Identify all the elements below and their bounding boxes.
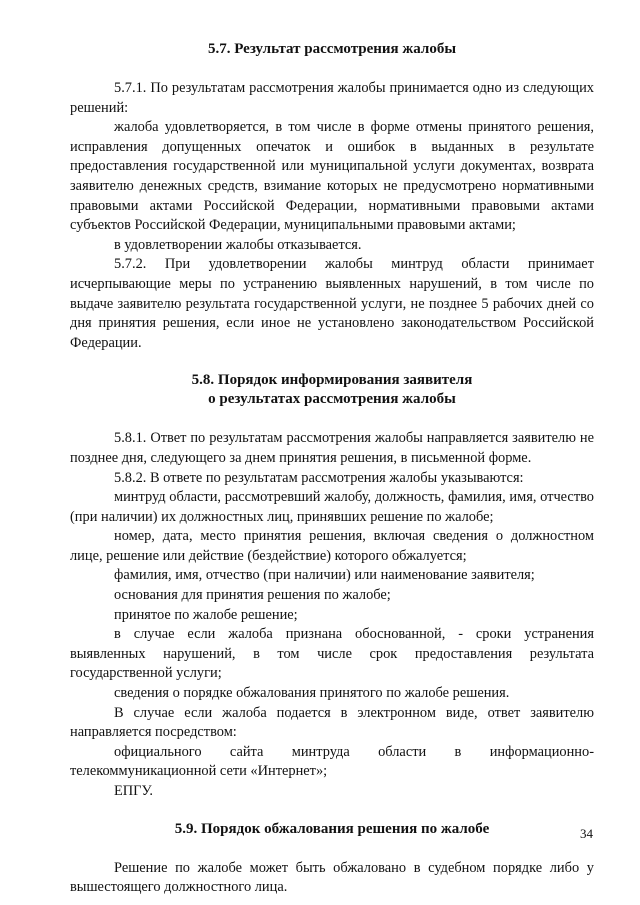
paragraph-complaint-satisfied: жалоба удовлетворяется, в том числе в форме отмены принятого решения, исправления допущенных опечаток и ошибок в выданных в результате предоставления государственной или муниципальной услуги документах, возврата заявителю денежных средств, взимание которых не предусмотрено нормативными правовыми актами Российской Федерации, нормативными правовыми актами субъектов Российской Федерации, муниципальными правовыми актами; (70, 119, 594, 234)
paragraph-5-7-1: 5.7.1. По результатам рассмотрения жалобы принимается одно из следующих решений: (70, 80, 594, 116)
section-5-8-title-line2: о результатах рассмотрения жалобы (208, 391, 456, 408)
list-item-appeal-info: сведения о порядке обжалования принятого по жалобе решения. (114, 685, 510, 702)
paragraph-complaint-rejected: в удовлетворении жалобы отказывается. (114, 236, 362, 253)
paragraph-5-9: Решение по жалобе может быть обжаловано в судебном порядке либо у вышестоящего должностного лица. (70, 859, 594, 896)
list-item-official-site: официального сайта минтруда области в информационно-телекоммуникационной сети «Интернет»; (70, 743, 594, 780)
list-item-applicant-name: фамилия, имя, отчество (при наличии) или наименование заявителя; (114, 567, 535, 584)
list-item-decision-number: номер, дата, место принятия решения, включая сведения о должностном лице, решение или действие (бездействие) которого обжалуется; (70, 528, 594, 564)
section-5-9-title: 5.9. Порядок обжалования решения по жалобе (174, 820, 490, 837)
list-item-grounds: основания для принятия решения по жалобе; (114, 587, 391, 604)
paragraph-5-7-2: 5.7.2. При удовлетворении жалобы минтруд области принимает исчерпывающие меры по устранению выявленных нарушений, в том числе по выдаче заявителю результата государственной услуги, не позднее 5 рабочих дней со дня принятия решения, если иное не установлено законодательством Российской Федерации. (70, 256, 594, 351)
list-item-epgu: ЕПГУ. (114, 783, 153, 799)
paragraph-electronic-response: В случае если жалоба подается в электронном виде, ответ заявителю направляется посредством: (70, 704, 594, 741)
list-item-decision: принятое по жалобе решение; (114, 606, 298, 623)
paragraph-5-8-2: 5.8.2. В ответе по результатам рассмотрения жалобы указываются: (114, 469, 524, 486)
list-item-terms: в случае если жалоба признана обоснованной, - сроки устранения выявленных нарушений, в том числе срок предоставления результата государственной услуги; (70, 626, 594, 682)
section-5-7-title: 5.7. Результат рассмотрения жалобы (207, 41, 457, 57)
document-page (70, 40, 594, 898)
page-number: 34 (580, 826, 593, 841)
section-5-8-title-line1: 5.8. Порядок информирования заявителя (191, 372, 473, 389)
list-item-ministry: минтруд области, рассмотревший жалобу, должность, фамилия, имя, отчество (при наличии) их должностных лиц, принявших решение по жалобе; (70, 489, 594, 525)
paragraph-5-8-1: 5.8.1. Ответ по результатам рассмотрения жалобы направляется заявителю не позднее дня, следующего за днем принятия решения, в письменной форме. (70, 430, 594, 466)
